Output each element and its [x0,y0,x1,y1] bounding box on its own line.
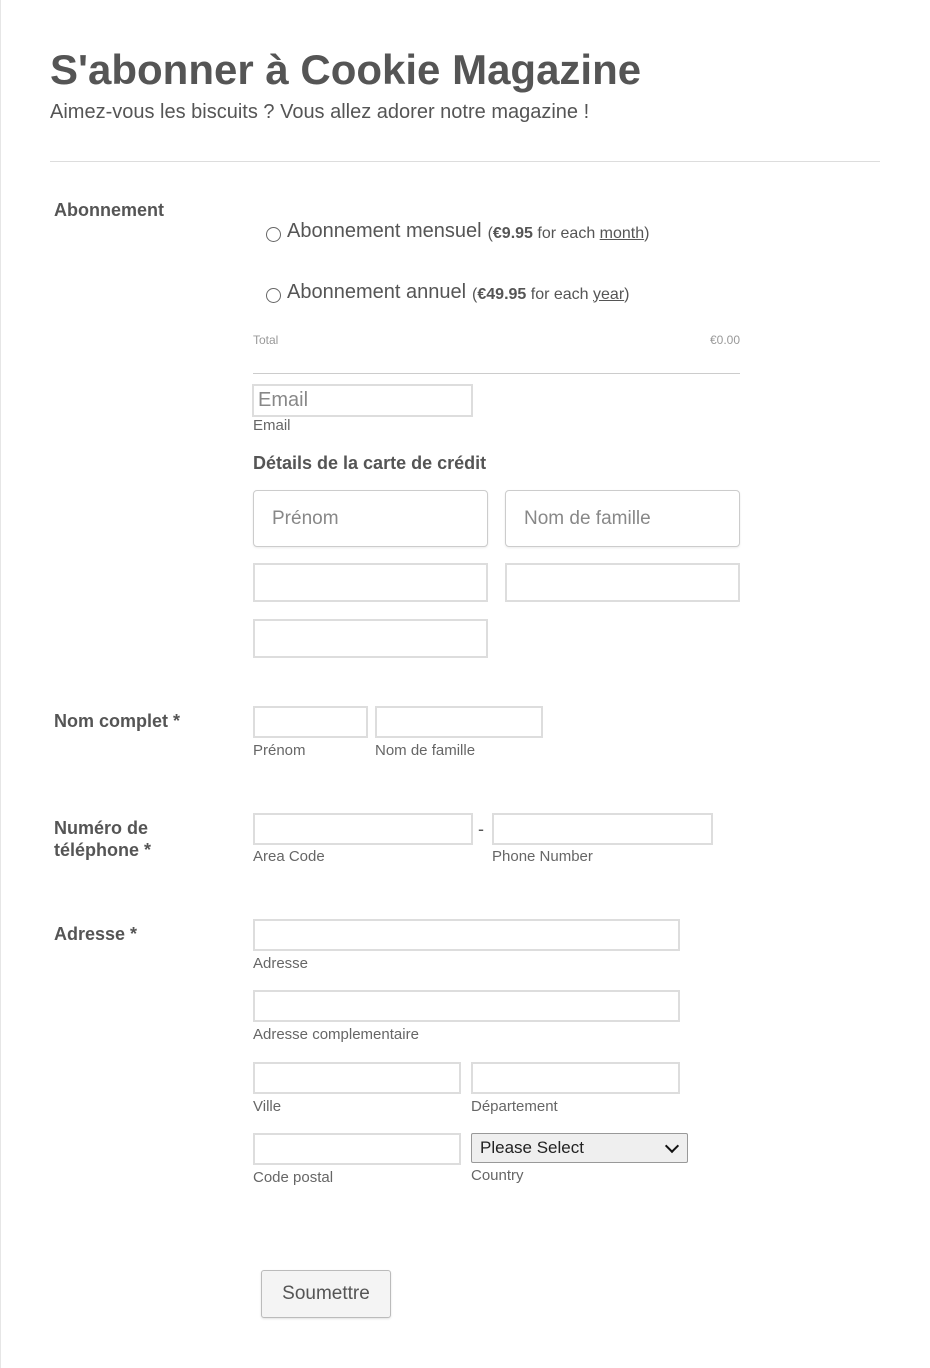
card-expiry-field[interactable] [253,619,488,658]
subscription-option-annual[interactable] [266,281,629,304]
card-last-name-input[interactable] [506,491,739,546]
paren-open: ( [472,285,478,303]
period-text: year [593,285,625,303]
city-input[interactable] [255,1064,459,1092]
total-value: €0.00 [709,333,740,347]
total-label: Total [253,333,279,347]
option-monthly-label: Abonnement mensuel [287,220,482,242]
area-code-field[interactable] [253,813,473,845]
full-name-label: Nom complet * [54,711,181,731]
option-annual-price [472,286,629,304]
address-line1-input[interactable] [255,921,678,949]
address-label: Adresse * [54,924,138,944]
last-name-input[interactable] [377,708,541,736]
first-name-input[interactable] [255,708,366,736]
address-line2-sublabel: Adresse complementaire [253,1026,419,1043]
country-select-value: Please Select [480,1138,584,1157]
period-text: month [599,224,645,242]
paren-open: ( [487,224,493,242]
radio-annual[interactable] [266,288,281,303]
page-border [0,0,1,1368]
state-field[interactable] [471,1062,680,1094]
subscription-label: Abonnement [54,200,164,220]
card-expiry-input[interactable] [255,621,486,656]
card-cvc-field[interactable] [505,563,740,602]
submit-button[interactable]: Soumettre [261,1270,391,1318]
for-each-text: for each [532,224,600,242]
card-cvc-input[interactable] [507,565,738,600]
paren-close: ) [624,285,630,303]
form-title: S'abonner à Cookie Magazine [50,46,642,93]
option-monthly-price [488,225,650,243]
phone-label-line2: téléphone * [54,840,152,860]
credit-card-heading: Détails de la carte de crédit [253,453,487,473]
email-input[interactable] [254,386,471,415]
price-value: €9.95 [492,224,533,242]
first-name-sublabel: Prénom [253,742,306,759]
card-first-name-input[interactable] [254,491,487,546]
phone-number-input[interactable] [494,815,711,843]
card-last-name-field[interactable] [505,490,740,547]
radio-monthly[interactable] [266,227,281,242]
address-line2-field[interactable] [253,990,680,1022]
phone-separator: - [478,819,484,839]
last-name-field[interactable] [375,706,543,738]
last-name-sublabel: Nom de famille [375,742,476,759]
area-code-sublabel: Area Code [253,848,325,865]
phone-number-field[interactable] [492,813,713,845]
phone-label-line1: Numéro de [54,818,149,838]
area-code-input[interactable] [255,815,471,843]
email-field[interactable] [252,384,473,417]
paren-close: ) [644,224,650,242]
total-divider [253,373,740,374]
header-divider [50,161,880,162]
address-line1-sublabel: Adresse [253,955,309,972]
for-each-text: for each [526,285,594,303]
postal-code-sublabel: Code postal [253,1169,334,1186]
option-annual-label: Abonnement annuel [287,281,467,303]
email-sublabel: Email [253,417,291,434]
country-select[interactable] [471,1133,688,1163]
card-number-field[interactable] [253,563,488,602]
state-sublabel: Département [471,1098,558,1115]
postal-code-input[interactable] [255,1135,459,1163]
card-number-input[interactable] [255,565,486,600]
card-first-name-field[interactable] [253,490,488,547]
chevron-down-icon [665,1139,679,1153]
city-field[interactable] [253,1062,461,1094]
address-line1-field[interactable] [253,919,680,951]
country-sublabel: Country [471,1167,524,1184]
phone-number-sublabel: Phone Number [492,848,593,865]
state-input[interactable] [473,1064,678,1092]
form-subtitle: Aimez-vous les biscuits ? Vous allez adorer notre magazine ! [50,101,590,123]
price-value: €49.95 [477,285,527,303]
address-line2-input[interactable] [255,992,678,1020]
city-sublabel: Ville [253,1098,282,1115]
postal-code-field[interactable] [253,1133,461,1165]
phone-label [54,817,151,861]
first-name-field[interactable] [253,706,368,738]
subscription-option-monthly[interactable] [266,220,649,243]
